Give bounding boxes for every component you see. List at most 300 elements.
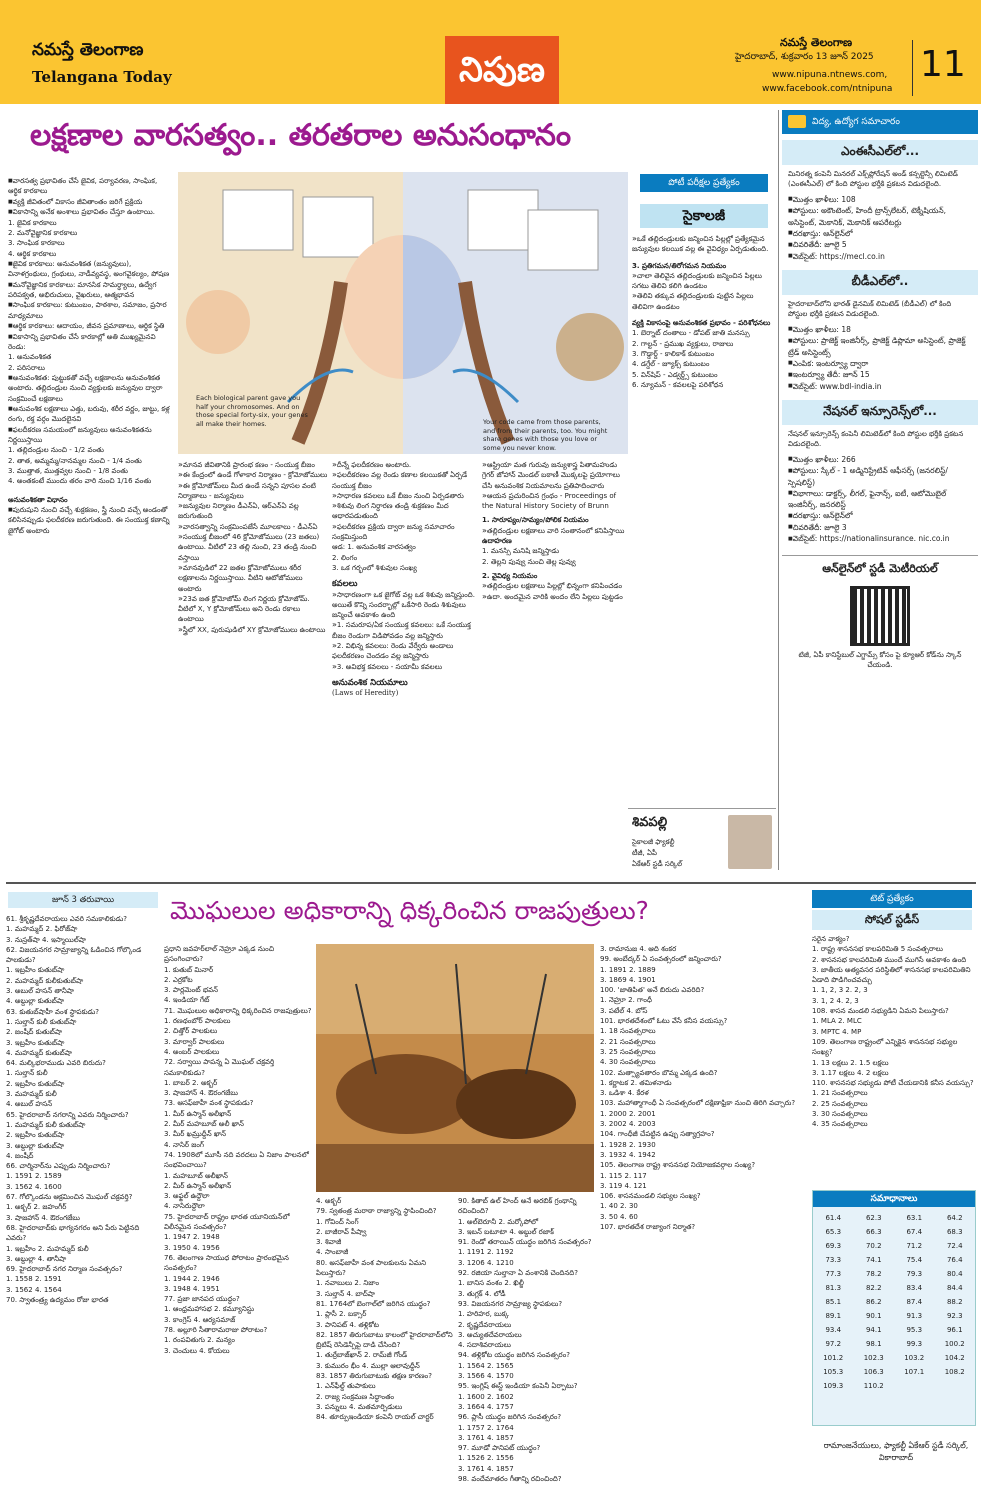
question-line: 3. కాంగ్రెస్ 4. ఆర్యసమాజ్ bbox=[164, 1315, 236, 1324]
question-line: 1. 1600 2. 1602 bbox=[458, 1392, 514, 1401]
article1-col1-line: 4. ఆర్థిక కారకాలు bbox=[8, 249, 57, 258]
question-line: 4. సదాశివరాయలు bbox=[458, 1341, 511, 1350]
answers-box bbox=[812, 1190, 976, 1426]
question-line: 3. షాజహాన్ 4. ఔరంగజేబు bbox=[6, 1213, 80, 1222]
answer-cell: 66.3 bbox=[865, 1228, 882, 1236]
answer-cell: 72.4 bbox=[946, 1242, 963, 1250]
answer-cell bbox=[935, 1379, 976, 1393]
question-line: 1. బాబర్ 2. అక్బర్ bbox=[164, 1078, 218, 1087]
article1-col1-line: 2. మనోవైజ్ఞానిక కారకాలు bbox=[8, 228, 78, 237]
answer-cell: 82.2 bbox=[865, 1284, 882, 1292]
answers-row bbox=[813, 1379, 975, 1393]
question-line: 1. 1591 2. 1589 bbox=[6, 1172, 62, 1181]
answer-cell: 93.4 bbox=[825, 1326, 842, 1334]
article2-column-1 bbox=[6, 914, 158, 1494]
jobs-sidebar bbox=[782, 110, 978, 870]
question-line: 3. 1869 4. 1901 bbox=[600, 975, 656, 984]
article1-col4-line: 1. మనస్సి మనిషి జన్మిస్తాడు bbox=[482, 547, 560, 556]
question-line: 1. మహబూబ్ అలీఖాన్ bbox=[164, 1171, 228, 1180]
question-line: 2. జంషీద్ కుతుబ్‌షా bbox=[6, 1028, 63, 1037]
question-line: 3. మార్వార్ పాలకులు bbox=[164, 1037, 225, 1046]
question-line: 1. 1891 2. 1889 bbox=[600, 965, 656, 974]
article1-column-3 bbox=[332, 460, 477, 880]
job3-desc: నేషనల్ ఇన్సూరెన్స్ కంపెనీ లిమిటెడ్‌లో కింది పోస్టుల భర్తీకి ప్రకటన విడుదలైంది. bbox=[788, 430, 964, 449]
article1-col2-line: » 23వ జత క్రోమోజోమ్‌ లింగ నిర్ణయ క్రోమోజోమ్‌. వీటిలో X, Y క్రోమోజోమ్‌లు అని రెండు రకాలు ఉంటాయి bbox=[178, 594, 328, 625]
article1-col5-subhead: 3. ప్రతిగమన/తిరోగమన నియమం bbox=[632, 261, 727, 270]
question-line: 4. 35 సంవత్సరాలు bbox=[812, 1120, 868, 1129]
answers-row bbox=[813, 1323, 975, 1337]
question-line: 1. 2000 2. 2001 bbox=[600, 1109, 656, 1118]
answer-cell: 75.4 bbox=[906, 1256, 923, 1264]
article2-column-3 bbox=[316, 1196, 456, 1494]
answer-cell: 107.1 bbox=[904, 1368, 925, 1376]
question-line: 77. ప్రజా జానపద యుద్ధం? bbox=[164, 1295, 240, 1304]
masthead-divider bbox=[912, 40, 913, 96]
question-line: 78. అల్లూరి సీతారామరాజు పోరాటం? bbox=[164, 1325, 268, 1334]
question-line: 101. భారతదేశంలో ఓటు వేసే కనీస వయస్సు? bbox=[600, 1017, 728, 1026]
question-line: 1. అక్బర్ 2. జహంగీర్ bbox=[6, 1203, 67, 1212]
sidebar-divider bbox=[778, 110, 779, 870]
question-line: 2. ఇబ్రహీం కుతుబ్‌షా bbox=[6, 1131, 65, 1140]
question-line: 1. 1558 2. 1591 bbox=[6, 1275, 62, 1284]
question-line: 1. 1928 2. 1930 bbox=[600, 1140, 656, 1149]
question-line: 90. కితాబ్ ఉల్ హింద్ అనే అరబిక్ గ్రంథాన్ని రచించింది? bbox=[458, 1197, 577, 1216]
answer-cell: 77.3 bbox=[825, 1270, 842, 1278]
question-line: 95. ఇంగ్లిష్ ఈస్ట్ ఇండియా కంపెనీ ఏర్పాటు? bbox=[458, 1382, 578, 1391]
question-line: 3. 1566 4. 1570 bbox=[458, 1372, 514, 1381]
question-line: 1. 21 సంవత్సరాలు bbox=[812, 1089, 868, 1098]
question-line: 1. మహమ్మద్ 2. ఫిరోజ్‌షా bbox=[6, 925, 78, 934]
article1-col3-line: » 1. సమరూప/ఏక సంయుక్త కవలలు: ఒకే సంయుక్త బీజం రెండుగా విడిపోవడం వల్ల జన్మిస్తారు bbox=[332, 620, 477, 641]
question-line: 105. తెలంగాణ రాష్ట్ర శాసనసభ నియోజకవర్గాల సంఖ్య? bbox=[600, 1161, 756, 1170]
question-line: 65. హైదరాబాద్ నగరాన్ని ఎవరు నిర్మించారు? bbox=[6, 1110, 129, 1119]
masthead-title: నిపుణ bbox=[459, 50, 545, 90]
question-line: 103. మహాత్మాగాంధీ ఏ సంవత్సరంలో దక్షిణాఫ్రికా నుంచి తిరిగి వచ్చారు? bbox=[600, 1099, 796, 1108]
article1-col5-line: » ఒకే తల్లిదండ్రులకు జన్మించిన పిల్లల్లో ప్రత్యేకమైన జన్యువుల కలయిక వల్ల ఈ వైవిధ్యం ఏర్పడుతుంది. bbox=[632, 234, 772, 255]
article1-col2-line: » మానవుడిలో 22 జతల క్రోమోజోములు శరీర లక్షణాలను నిర్ణయిస్తాయి. వీటిని ఆటోజోములు అంటారు bbox=[178, 563, 328, 594]
question-line: 3. ఇబన్ బటూటా 4. అబ్దుల్ రజాక్ bbox=[458, 1227, 554, 1236]
article1-col5-line: » చాలా తెలివైన తల్లిదండ్రులకు జన్మించిన పిల్లలు సగటు తెలివి కలిగి ఉండటం bbox=[632, 271, 772, 292]
question-line: 3. అచ్యుతదేవరాయలు bbox=[458, 1330, 522, 1339]
article1-col4-line: » ఆయన ప్రచురించిన గ్రంథం - Proceedings of the Natural History Society of Brunn bbox=[482, 491, 627, 512]
question-line: 109. తెలంగాణ రాష్ట్రంలో ఎన్నికైన శాసనసభ సభ్యుల సంఖ్య? bbox=[812, 1037, 958, 1057]
question-line: 3. ఒడిశా 4. కేరళ bbox=[600, 1089, 649, 1098]
question-line: 107. భారతదేశ రాజ్యాంగ నిర్మాత? bbox=[600, 1223, 696, 1232]
question-line: 4. అబ్దుల్లా కుతుబ్‌షా bbox=[6, 997, 65, 1006]
answer-cell: 73.3 bbox=[825, 1256, 842, 1264]
jobs-header-label: విద్య, ఉద్యోగ సమాచారం bbox=[812, 117, 900, 127]
article1-col1-line: ■ వారసత్వ ప్రభావితం చేసే జైవిక, పర్యావరణ, సాంఘిక, ఆర్థిక కారకాలు bbox=[8, 176, 170, 197]
question-line: 4. మహమ్మద్ కుతుబ్‌షా bbox=[6, 1048, 72, 1057]
question-line: 110. శాసనసభ సభ్యుడు పోటీ చేయడానికి కనీస వయస్సు? bbox=[812, 1079, 974, 1088]
question-line: 1. ప్లాసీ 2. బక్సార్ bbox=[316, 1310, 367, 1319]
answers-table bbox=[813, 1211, 975, 1393]
job2-item: ■ మొత్తం ఖాళీలు: 18 bbox=[788, 324, 972, 336]
question-line: 1. 1947 2. 1948 bbox=[164, 1233, 220, 1242]
illustration-caption-right: Your code came from those parents, and from their parents, too. You might share genes with those you love or some you never know. bbox=[483, 418, 608, 452]
question-line: 1. MLA 2. MLC bbox=[812, 1017, 862, 1026]
answer-cell: 61.4 bbox=[825, 1214, 842, 1222]
author-role: సైకాలజీ ఫ్యాకల్టీ bbox=[632, 838, 675, 846]
article1-col3-subhead: కవలలు bbox=[332, 579, 358, 590]
brand-english: Telangana Today bbox=[32, 68, 172, 86]
question-line: 1. రంపవితుగు 2. మన్యం bbox=[164, 1336, 235, 1345]
article1-col1-line: ■ అనువంశికత: పుట్టుకతో వచ్చే లక్షణాలను అనువంశికత అంటారు. తల్లిదండ్రుల నుంచి వ్యక్తులకు జన్యువుల ద్వారా సంక్రమించే లక్షణాలు bbox=[8, 373, 170, 404]
question-line: 3. షాజహాన్ 4. ఔరంగజేబు bbox=[164, 1089, 238, 1098]
answer-cell: 110.2 bbox=[863, 1382, 884, 1390]
question-line: 73. ఆసఫ్‌జాహీ వంశ స్థాపకుడు? bbox=[164, 1099, 254, 1108]
heredity-illustration bbox=[178, 172, 628, 454]
article1-col2-line: » ఈ క్రోమోజోమ్‌లు మీద ఉండే సన్నని పూసల వంటి నిర్మాణాలు - జన్యువులు bbox=[178, 481, 328, 502]
article2-column-4 bbox=[458, 1196, 594, 1494]
job1-item: ■ పోస్టులు: అకౌంటెంట్, హిందీ ట్రాన్స్‌లేటర్, టెక్నీషియన్, అసిస్టెంట్, మెకానిక్, మెకానిక్ ఆపరేటర్లు bbox=[788, 205, 972, 228]
article1-col3-line: 3. ఒక గర్భంలో శిశువుల సంఖ్య bbox=[332, 563, 417, 572]
question-line: 2. శాసనసభ కాలపరిమితి ముందే ముగిసే అవకాశం ఉంది bbox=[812, 955, 967, 964]
question-line: 4. అబుల్ హసన్ bbox=[6, 1100, 53, 1109]
author-box bbox=[628, 808, 776, 872]
question-line: 104. గాంధీజీ చేపట్టిన ఉప్పు సత్యాగ్రహం? bbox=[600, 1130, 715, 1139]
question-line: 1. 18 సంవత్సరాలు bbox=[600, 1027, 656, 1036]
question-line: 96. ప్లాసీ యుద్ధం జరిగిన సంవత్సరం? bbox=[458, 1413, 562, 1422]
question-line: 1. 1526 2. 1556 bbox=[458, 1454, 514, 1463]
question-line: 1. ఇబ్రహీం కుతుబ్‌షా bbox=[6, 966, 65, 975]
question-line: 3. 30 సంవత్సరాలు bbox=[812, 1110, 868, 1119]
answer-cell: 85.1 bbox=[825, 1298, 842, 1306]
article1-col1-line: 1. తల్లిదండ్రుల నుంచి - 1/2 వంతు bbox=[8, 446, 104, 455]
question-line: 100. 'జాతిపిత' అనే బిరుదు ఎవరిది? bbox=[600, 986, 705, 995]
question-line: 2. 21 సంవత్సరాలు bbox=[600, 1037, 656, 1046]
jobs-header bbox=[782, 110, 978, 134]
question-line: 4. నాసిర్ జంగ్ bbox=[164, 1140, 204, 1149]
question-line: 2. మహమ్మద్ కులీకుతుబ్‌షా bbox=[6, 976, 84, 985]
article1-col5-research: 2. గాల్టన్ - ప్రముఖ వ్యక్తులు, రాజులు bbox=[632, 339, 734, 348]
question-line: 83. 1857 తిరుగుబాటుకు తక్షణ కారణం? bbox=[316, 1372, 432, 1381]
question-line: 1. మహమ్మద్ కులీ కుతుబ్‌షా bbox=[6, 1120, 86, 1129]
job3-website[interactable]: ■ వెబ్‌సైట్: https://nationalinsurance. nic.co.in bbox=[788, 533, 972, 545]
question-line: 3. కుమురం భీం 4. ముల్లా ఆలావుద్దీన్ bbox=[316, 1361, 420, 1370]
answer-cell: 90.1 bbox=[865, 1312, 882, 1320]
battle-painting bbox=[316, 944, 594, 1192]
job1-website[interactable]: ■ వెబ్‌సైట్: https://mecl.co.in bbox=[788, 251, 972, 263]
job3-item: ■ విభాగాలు: డాక్టర్స్, లీగల్, ఫైనాన్స్, ఐటీ, ఆటోమొబైల్ ఇంజినీర్స్, జనరలిస్ట్ bbox=[788, 488, 972, 511]
article1-col1-line: ■ పురుషుని నుంచి వచ్చే శుక్రకణం, స్త్రీ నుంచి వచ్చే అండంతో కలిసినప్పుడు ఫలదీకరణ జరుగుతుంది. ఈ సంయుక్త కణాన్ని జైగోట్ అంటారు bbox=[8, 505, 170, 536]
question-line: 3. మీర్ ఖమ్రుద్దీన్ ఖాన్ bbox=[164, 1130, 227, 1139]
article1-col2-line: » జన్యువుల నిర్మాణం డీఎన్ఏ, ఆర్ఎన్ఏ వల్ల జరుగుతుంది bbox=[178, 501, 328, 522]
job1-list bbox=[782, 194, 978, 263]
article2-headline: మొఘలుల అధికారాన్ని ధిక్కరించిన రాజపుత్రులు? bbox=[170, 896, 649, 925]
answers-row bbox=[813, 1365, 975, 1379]
question-line: 3. 1, 2 4. 2, 3 bbox=[812, 996, 859, 1005]
question-line: 74. 1908లో మూసీ నది వరదలు ఏ నిజాం పాలనలో సంభవించాయి? bbox=[164, 1150, 309, 1170]
question-line: 3. 1761 4. 1857 bbox=[458, 1464, 514, 1473]
question-line: 2. చిత్తోర్ పాలకులు bbox=[164, 1027, 218, 1036]
question-line: 3. పటేల్ 4. బోస్ bbox=[600, 1006, 648, 1015]
answer-cell: 89.1 bbox=[825, 1312, 842, 1320]
article1-col2-line: » ఈ కేంద్రంలో ఉండే గోళాకార నిర్మాణం - క్రోమోజోములు bbox=[178, 470, 328, 480]
question-line: 2. ఎర్రకోట bbox=[164, 975, 193, 984]
question-line: 2. ఇబ్రహీం కుతుబ్‌షా bbox=[6, 1079, 65, 1088]
answer-cell: 76.4 bbox=[946, 1256, 963, 1264]
answer-cell: 65.3 bbox=[825, 1228, 842, 1236]
question-line: 3. ఇబ్రహీం కుతుబ్‌షా bbox=[6, 1038, 65, 1047]
question-line: 3. రామానుజ 4. ఆది శంకర bbox=[600, 945, 677, 953]
answer-cell: 99.3 bbox=[906, 1340, 923, 1348]
answer-cell: 83.4 bbox=[906, 1284, 923, 1292]
question-line: 4. నాసిరుద్దౌలా bbox=[164, 1202, 205, 1211]
answer-cell: 91.3 bbox=[906, 1312, 923, 1320]
article2-column-5 bbox=[600, 944, 800, 1494]
article1-col1-line: ■ వ్యక్తి జీవితంలో వికాసం జీవితాంతం జరిగే ప్రక్రియ bbox=[8, 197, 170, 207]
article1-col3-line: ఆడ: 1. అనువంశిక వారసత్వం bbox=[332, 543, 416, 552]
question-line: 81. 1764లో బెంగాల్‌లో జరిగిన యుద్ధం? bbox=[316, 1299, 431, 1308]
question-line: 3. అబుల్ హసన్ తానీషా bbox=[6, 987, 74, 996]
right-brand: నమస్తే తెలంగాణ bbox=[780, 36, 853, 49]
question-line: 1. 115 2. 117 bbox=[600, 1171, 647, 1180]
job2-desc: హైదరాబాద్‌లోని భారత్ డైనమిక్ లిమిటెడ్ (బీడీఎల్) లో కింది పోస్టుల భర్తీకి ప్రకటన విడుదలైంది. bbox=[788, 300, 952, 319]
article1-column-2 bbox=[178, 460, 328, 860]
question-line: 2. 25 సంవత్సరాలు bbox=[812, 1099, 868, 1108]
dateline: హైదరాబాద్, శుక్రవారం 13 జూన్ 2025 bbox=[735, 52, 874, 62]
question-line: 4. సాంబాజీ bbox=[316, 1248, 349, 1257]
question-line: 3. అబ్దుల్లా కుతుబ్‌షా bbox=[6, 1141, 65, 1150]
qr-code[interactable] bbox=[850, 586, 910, 646]
question-line: 1. రాష్ట్ర శాసనసభ కాలపరిమితి 5 సంవత్సరాలు bbox=[812, 945, 943, 954]
question-line: 68. హైదరాబాద్‌కు భాగ్యనగరం అని పేరు పెట్టినది ఎవరు? bbox=[6, 1223, 140, 1243]
article2-tag: టెట్ ప్రత్యేకం bbox=[812, 890, 972, 908]
question-line: 3. 1562 4. 1564 bbox=[6, 1285, 62, 1294]
question-line: 3. 25 సంవత్సరాలు bbox=[600, 1047, 656, 1056]
article1-col3-laws-head: అనువంశిక నియమాలు bbox=[332, 677, 408, 688]
article1-col1-line: ■ వికాసాన్ని అనేక అంశాలు ప్రభావితం చేస్తూ ఉంటాయి. bbox=[8, 207, 170, 217]
article1-col3-line: » సాధారణంగా ఒక జైగోట్ వల్ల ఒక శిశువు జన్మిస్తుంది. అయితే కొన్ని సందర్భాల్లో ఒకేసారి రెండు శిశువులు జన్మించే అవకాశం ఉంది bbox=[332, 590, 477, 621]
question-line: 102. మత్స్యావతారం బొమ్మ ఎక్కడ ఉంది? bbox=[600, 1068, 718, 1077]
question-line: 69. హైదరాబాద్ నగర నిర్మాణ సంవత్సరం? bbox=[6, 1265, 123, 1274]
job2-item: ■ ఇంటర్వ్యూ తేదీ: జూన్ 15 bbox=[788, 369, 972, 381]
article1-col1-subhead: అనువంశికతా విధానం bbox=[8, 495, 68, 504]
question-line: 3. పానిపట్ 4. తళ్లికోట bbox=[316, 1320, 380, 1329]
answer-cell: 103.2 bbox=[904, 1354, 925, 1362]
article1-col4-subhead: 2. వైవిధ్య నియమం bbox=[482, 571, 538, 580]
question-line: 3. 119 4. 121 bbox=[600, 1181, 647, 1190]
answer-cell: 70.2 bbox=[865, 1242, 882, 1250]
author-name: శివపల్లి bbox=[632, 815, 668, 830]
answers-row bbox=[813, 1253, 975, 1267]
question-line: 64. మల్కిభరాముడు ఎవరి బిరుదు? bbox=[6, 1059, 106, 1068]
question-line: 2. బాజీరావ్ పీష్వా bbox=[316, 1227, 367, 1236]
article1-col1-line: 1. అనువంశికత bbox=[8, 353, 52, 362]
article1-col3-line: » 3. అవిభక్త కవలలు - సయామీ కవలలు bbox=[332, 662, 477, 672]
question-line: 3. 1664 4. 1757 bbox=[458, 1402, 514, 1411]
article1-col4-line: » ఉదా. అందమైన వారికి అందం లేని పిల్లలు పుట్టడం bbox=[482, 592, 627, 602]
answer-cell: 94.1 bbox=[865, 1326, 882, 1334]
question-line: 2. కృష్ణదేవరాయలు bbox=[458, 1320, 512, 1329]
question-line: 62. విజయనగర సామ్రాజ్యాన్ని ఓడించిన గోల్కొండ పాలకుడు? bbox=[6, 945, 142, 965]
article2-subject: సోషల్ స్టడీస్ bbox=[812, 910, 972, 930]
answer-cell: 69.3 bbox=[825, 1242, 842, 1250]
article1-col4-line: ఉదాహరణ bbox=[482, 537, 512, 546]
answer-cell: 87.4 bbox=[906, 1298, 923, 1306]
answer-cell: 92.3 bbox=[946, 1312, 963, 1320]
article1-col1-line: 2. పరిసరాలు bbox=[8, 363, 45, 372]
answers-row bbox=[813, 1239, 975, 1253]
article1-tag: పోటీ పరీక్షల ప్రత్యేకం bbox=[640, 174, 768, 192]
question-line: 3. పార్లమెంట్ భవన్ bbox=[164, 986, 218, 995]
question-line: 3. 1948 4. 1951 bbox=[164, 1284, 220, 1293]
answers-row bbox=[813, 1351, 975, 1365]
question-line: 108. శాసన మండలి సభ్యుడిని ఏమని పిలుస్తారు? bbox=[812, 1007, 949, 1016]
question-line: 80. అసఫ్‌జాహీ వంశ పాలకులను ఏమని పిలుస్తారు? bbox=[316, 1258, 427, 1278]
job2-item: ■ ఎంపిక: ఇంటర్వ్యూ ద్వారా bbox=[788, 358, 972, 370]
question-line: 84. తూర్పుఇండియా కంపెనీ రాయల్ చార్టర్ bbox=[316, 1413, 434, 1422]
job1-item: ■ చివరితేదీ: జూలై 5 bbox=[788, 239, 972, 251]
article1-col1-line: 3. ముత్తాత, ముత్తవ్వల నుంచి - 1/8 వంతు bbox=[8, 467, 128, 476]
job3-item: ■ దరఖాస్తు: ఆన్‌లైన్‌లో bbox=[788, 510, 972, 522]
answer-cell bbox=[894, 1379, 935, 1393]
question-line: 106. శాసనమండలి సభ్యుల సంఖ్య? bbox=[600, 1192, 701, 1201]
web-link-2[interactable]: www.facebook.com/ntnipuna bbox=[762, 84, 893, 94]
question-line: 1. తుర్రేబాజ్‌ఖాన్ 2. రామ్‌జీ గోండ్ bbox=[316, 1351, 408, 1360]
question-line: 3. నుస్రత్‌షా 4. ఇస్మాయిల్‌షా bbox=[6, 935, 86, 944]
article1-col3-line: » ఫలదీకరణం వల్ల రెండు కణాల కలయికతో ఏర్పడే సంయుక్త బీజం bbox=[332, 470, 477, 491]
question-line: 4. 30 సంవత్సరాలు bbox=[600, 1058, 656, 1067]
question-line: 3. సుల్తాన్ 4. బాద్‌షా bbox=[316, 1289, 376, 1298]
answer-cell: 96.1 bbox=[946, 1326, 963, 1334]
question-line: 94. తళ్లికోట యుద్ధం జరిగిన సంవత్సరం? bbox=[458, 1351, 570, 1360]
book-icon bbox=[788, 115, 806, 128]
question-line: 1. 1191 2. 1192 bbox=[458, 1248, 514, 1257]
answers-row bbox=[813, 1267, 975, 1281]
question-line: 79. స్వతంత్ర మరాఠా రాజ్యాన్ని స్థాపించింది? bbox=[316, 1207, 437, 1216]
question-line: 93. విజయనగర సామ్రాజ్య స్థాపకులు? bbox=[458, 1299, 563, 1308]
question-line: 3. చెంచులు 4. కోయలు bbox=[164, 1346, 230, 1355]
question-line: 1. నవాబులు 2. నిజాం bbox=[316, 1279, 380, 1288]
question-line: 4. జంషీద్ bbox=[6, 1151, 34, 1160]
answer-cell: 84.4 bbox=[946, 1284, 963, 1292]
article1-col3-line: » సాధారణ కవలలు ఒకే బీజం నుంచి ఏర్పడతారు bbox=[332, 491, 477, 501]
question-line: 82. 1857 తిరుగుబాటు కాలంలో హైదరాబాద్‌లోని బ్రిటిష్ రెసిడెన్సీపై దాడి చేసింది? bbox=[316, 1330, 453, 1350]
answer-cell: 78.2 bbox=[865, 1270, 882, 1278]
question-line: 3. అబ్దుల్లా 4. తానీషా bbox=[6, 1254, 67, 1263]
article1-col5-research: 5. విన్‌షిప్ - ఎడ్వర్డ్స్ కుటుంబం bbox=[632, 370, 718, 379]
question-line: 75. హైదరాబాద్ రాష్ట్రం భారత యూనియన్‌లో విలీనమైన సంవత్సరం? bbox=[164, 1212, 290, 1232]
question-line: 3. అఫ్జల్ ఉద్దౌలా bbox=[164, 1192, 210, 1201]
question-line: 91. రెండో తరాయిన్ యుద్ధం జరిగిన సంవత్సరం? bbox=[458, 1238, 592, 1247]
answer-cell: 109.3 bbox=[823, 1382, 844, 1390]
article1-col2-line: » వారసత్వాన్ని సంక్రమింపజేసే మూలకాలు - డీఎన్ఏ bbox=[178, 522, 328, 532]
author-institute: ఏకేఆర్ స్టడీ సర్కిల్ bbox=[632, 860, 683, 868]
question-line: 76. తెలంగాణ సాయుధ పోరాటం ప్రారంభమైన సంవత్సరం? bbox=[164, 1253, 289, 1273]
answer-cell: 98.1 bbox=[865, 1340, 882, 1348]
answers-row bbox=[813, 1281, 975, 1295]
job2-item: ■ పోస్టులు: ప్రాజెక్ట్ ఇంజినీర్స్, ప్రాజెక్ట్ డిప్లొమా అసిస్టెంట్, ప్రాజెక్ట్ ట్రేడ్ అసిస్టెంట్స్ bbox=[788, 335, 972, 358]
article1-col4-subhead: 1. సారూప్యం/సామ్యం/పోలిక నియమం bbox=[482, 516, 589, 525]
answer-cell: 74.1 bbox=[865, 1256, 882, 1264]
answers-row bbox=[813, 1309, 975, 1323]
question-line: 3. 1.17 లక్షలు 4. 2 లక్షలు bbox=[812, 1068, 889, 1077]
question-line: 2. రాజ్య సంక్రమణ సిద్ధాంతం bbox=[316, 1392, 395, 1401]
job2-title: బీడీఎల్‌లో.. bbox=[782, 270, 978, 295]
answer-cell: 88.2 bbox=[946, 1298, 963, 1306]
question-line: 66. చార్మినార్‌ను ఎప్పుడు నిర్మించారు? bbox=[6, 1162, 111, 1171]
answer-cell: 108.2 bbox=[944, 1368, 965, 1376]
question-line: 3. పన్నులు 4. మతమార్పిడులు bbox=[316, 1402, 403, 1411]
article1-col1-line: 4. అంతకంటే ముందు తరం వారి నుంచి 1/16 వంతు bbox=[8, 477, 152, 486]
article1-col1-line: 2. తాత, అమ్మమ్మ/నానమ్మల నుంచి - 1/4 వంతు bbox=[8, 456, 142, 465]
article1-col5-research: 3. గొడ్డార్డ్ - కాలికాక్ కుటుంబం bbox=[632, 349, 715, 358]
answer-cell: 63.1 bbox=[906, 1214, 923, 1222]
article1-col5-research: 6. న్యూమన్ - కవలలపై పరిశోధన bbox=[632, 380, 724, 389]
question-line: 3. 2002 4. 2003 bbox=[600, 1120, 656, 1129]
job2-website[interactable]: ■ వెబ్‌సైట్: www.bdl-india.in bbox=[788, 381, 972, 393]
question-line: 1. ఆంధ్రమహాసభ 2. కమ్యూనిస్టు bbox=[164, 1305, 255, 1314]
job3-title: నేషనల్ ఇన్సూరెన్స్‌లో... bbox=[782, 400, 978, 425]
article1-col2-line: » స్త్రీలో XX, పురుషుడిలో XY క్రోమోజోములు ఉంటాయి bbox=[178, 625, 328, 635]
question-line: 1. 40 2. 30 bbox=[600, 1202, 638, 1211]
article1-col1-line: ■ ఆర్థిక కారకాలు: ఆదాయం, జీవన ప్రమాణాలు, ఆర్థిక స్థితి bbox=[8, 321, 170, 331]
question-line: 1. కర్ణాటక 2. తమిళనాడు bbox=[600, 1078, 672, 1087]
author-state: టీజీ, ఏపీ bbox=[632, 849, 657, 857]
answer-cell: 106.3 bbox=[863, 1368, 884, 1376]
question-line: 1. 1944 2. 1946 bbox=[164, 1274, 220, 1283]
question-line: 1. మీర్ ఉస్మాన్ అలీఖాన్ bbox=[164, 1109, 232, 1118]
answer-cell: 62.3 bbox=[865, 1214, 882, 1222]
article1-col3-line: » ఫలదీకరణ ప్రక్రియ ద్వారా జన్యు సమాచారం సంక్రమిస్తుంది bbox=[332, 522, 477, 543]
article1-col5-line: » తెలివి తక్కువ తల్లిదండ్రులకు పుట్టిన పిల్లలు తెలివిగా ఉండటం bbox=[632, 291, 772, 312]
question-line: 1. 1564 2. 1565 bbox=[458, 1361, 514, 1370]
answer-cell: 104.2 bbox=[944, 1354, 965, 1362]
question-line: ప్రధాని జవహర్‌లాల్ నెహ్రూ ఎక్కడ నుంచి ప్రసంగించారు? bbox=[164, 945, 275, 964]
question-line: 3. తుగ్లక్ 4. లోడీ bbox=[458, 1289, 506, 1298]
job1-title: ఎంఈసీఎల్‌లో... bbox=[782, 140, 978, 165]
job1-desc: మినిరత్న కంపెనీ మినరల్ ఎక్స్‌ప్లోరేషన్ అండ్ కన్సల్టెన్సీ లిమిటెడ్ (ఎంఈసీఎల్) లో కింది పోస్టుల భర్తీకి ప్రకటన విడుదలైంది. bbox=[788, 170, 958, 189]
question-line: 1. బానిస వంశం 2. ఖిల్జీ bbox=[458, 1279, 524, 1288]
question-line: 97. మూడో పానిపట్ యుద్ధం? bbox=[458, 1444, 541, 1453]
question-line: 1. రణథంబోర్ పాలకులు bbox=[164, 1017, 231, 1026]
question-line: 4. అంబర్ పాలకులు bbox=[164, 1047, 220, 1056]
question-line: 3. 50 4. 60 bbox=[600, 1212, 638, 1221]
job1-item: ■ దరఖాస్తు: ఆన్‌లైన్‌లో bbox=[788, 228, 972, 240]
article1-col1-line: ■ ఫలదీకరణ సమయంలో జన్యువులు అనువంశికతను నిర్ణయిస్తాయి bbox=[8, 425, 170, 446]
article1-col3-line: 2. లింగం bbox=[332, 553, 358, 562]
answer-cell: 105.3 bbox=[823, 1368, 844, 1376]
answer-cell: 95.3 bbox=[906, 1326, 923, 1334]
question-line: 72. సర్వాయి పాపన్న ఏ మొఘల్ చక్రవర్తి సమకాలికుడు? bbox=[164, 1058, 275, 1077]
web-link-1[interactable]: www.nipuna.ntnews.com, bbox=[772, 70, 888, 80]
question-line: 3. మహమ్మద్ కులీ bbox=[6, 1090, 57, 1099]
article1-col4-line: 2. తెల్లని పువ్వు నుంచి తెల్ల పువ్వు bbox=[482, 557, 576, 566]
article1-col5-research: 4. డగ్డేల్ - జ్యూక్స్ కుటుంబం bbox=[632, 360, 710, 369]
answers-row bbox=[813, 1295, 975, 1309]
question-line: 70. స్వాతంత్ర్య ఉద్యమం రోజు భారత bbox=[6, 1295, 109, 1304]
answer-cell: 100.2 bbox=[944, 1340, 965, 1348]
answer-cell: 80.4 bbox=[946, 1270, 963, 1278]
answers-row bbox=[813, 1211, 975, 1225]
article1-col5-research: 1. బెర్నాట్ దంతాలు - డోపట్ జాతి మనస్సు bbox=[632, 329, 750, 338]
answer-cell: 71.2 bbox=[906, 1242, 923, 1250]
job2-list bbox=[782, 324, 978, 393]
question-line: 1. సుల్తాన్ కులీ bbox=[6, 1069, 48, 1078]
page-number: 11 bbox=[920, 44, 966, 85]
question-line: 1. 1757 2. 1764 bbox=[458, 1423, 514, 1432]
article1-col1-line: 1. జైవిక కారకాలు bbox=[8, 218, 57, 227]
question-line: 1. సుల్తాన్ కులీ కుతుబ్‌షా bbox=[6, 1017, 77, 1026]
question-line: 1. హరిహర, బుక్క bbox=[458, 1310, 509, 1319]
question-line: 3. 1932 4. 1942 bbox=[600, 1150, 656, 1159]
question-line: 3. 1206 4. 1210 bbox=[458, 1258, 514, 1267]
brand-telugu: నమస్తే తెలంగాణ bbox=[32, 40, 144, 60]
article1-col2-line: » సంయుక్త బీజంలో 46 క్రోమోజోములు (23 జతలు) ఉంటాయి. వీటిలో 23 తల్లి నుంచి, 23 తండ్రి నుంచి వస్తాయి bbox=[178, 532, 328, 563]
answer-cell: 101.2 bbox=[823, 1354, 844, 1362]
